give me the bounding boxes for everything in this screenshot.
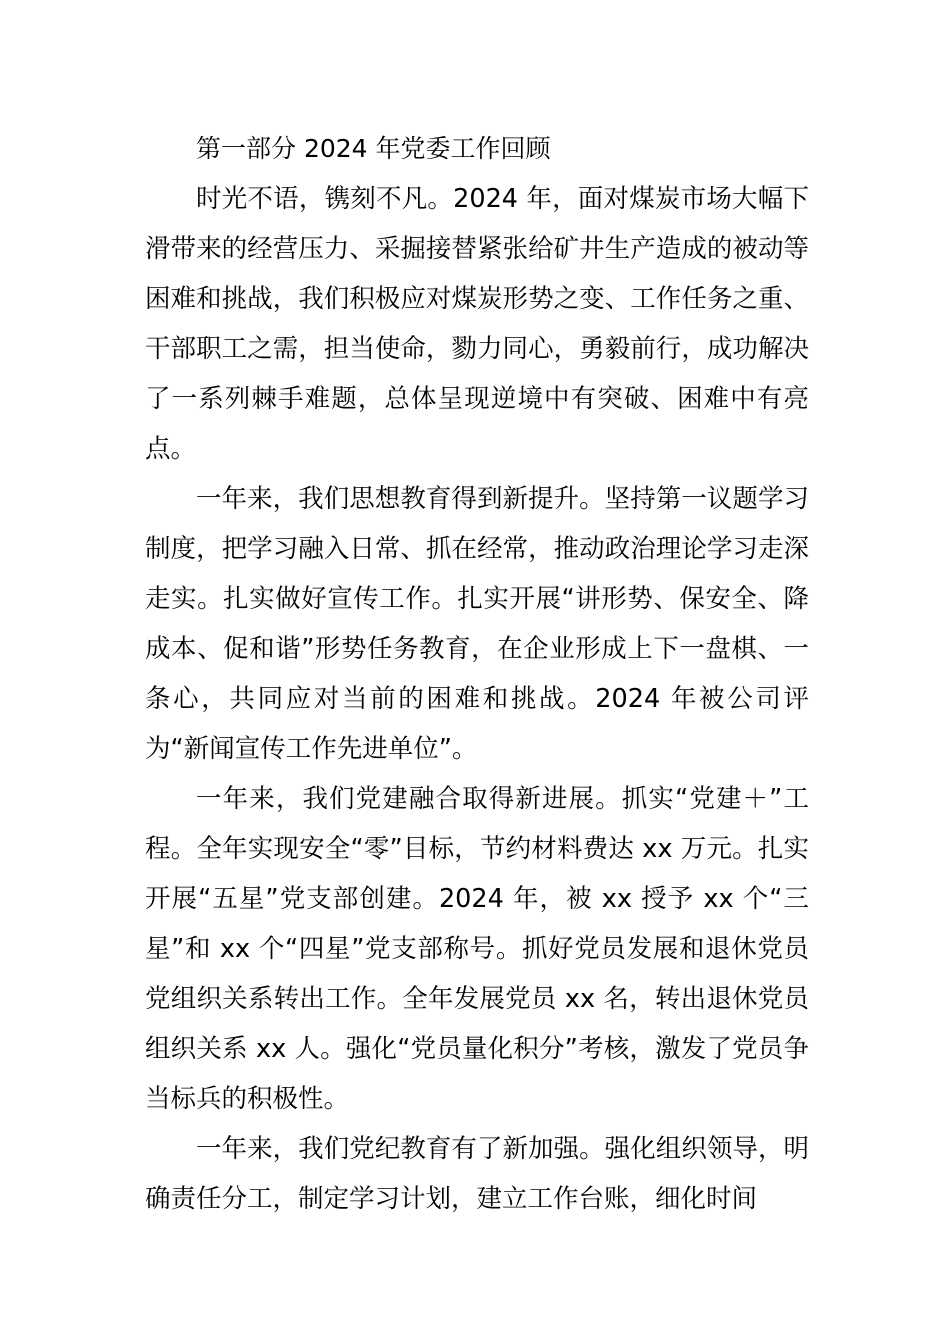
paragraph-party-discipline: 一年来，我们党纪教育有了新加强。强化组织领导，明确责任分工，制定学习计划，建立工作台账，细化时间 [145, 1134, 809, 1214]
paragraph-party-building: 一年来，我们党建融合取得新进展。抓实“党建＋”工程。全年实现安全“零”目标，节约材料费达 xx 万元。扎实开展“五星”党支部创建。2024 年，被 xx 授予 xx 个“三星”和 xx 个“四星”党支部称号。抓好党员发展和退休党员党组织关系转出工作。全年发展党员 xx 名，转出退休党员组织关系 xx 人。强化“党员量化积分”考核，激发了党员争当标兵的积极性。 [145, 784, 809, 1114]
paragraph-intro: 时光不语，镌刻不凡。2024 年，面对煤炭市场大幅下滑带来的经营压力、采掘接替紧张给矿井生产造成的被动等困难和挑战，我们积极应对煤炭形势之变、工作任务之重、干部职工之需，担当使命，勠力同心，勇毅前行，成功解决了一系列棘手难题，总体呈现逆境中有突破、困难中有亮点。 [145, 184, 809, 464]
document-body [145, 124, 809, 1224]
paragraph-ideological-education: 一年来，我们思想教育得到新提升。坚持第一议题学习制度，把学习融入日常、抓在经常，推动政治理论学习走深走实。扎实做好宣传工作。扎实开展“讲形势、保安全、降成本、促和谐”形势任务教育，在企业形成上下一盘棋、一条心，共同应对当前的困难和挑战。2024 年被公司评为“新闻宣传工作先进单位”。 [145, 484, 809, 764]
section-heading: 第一部分 2024 年党委工作回顾 [196, 134, 551, 163]
